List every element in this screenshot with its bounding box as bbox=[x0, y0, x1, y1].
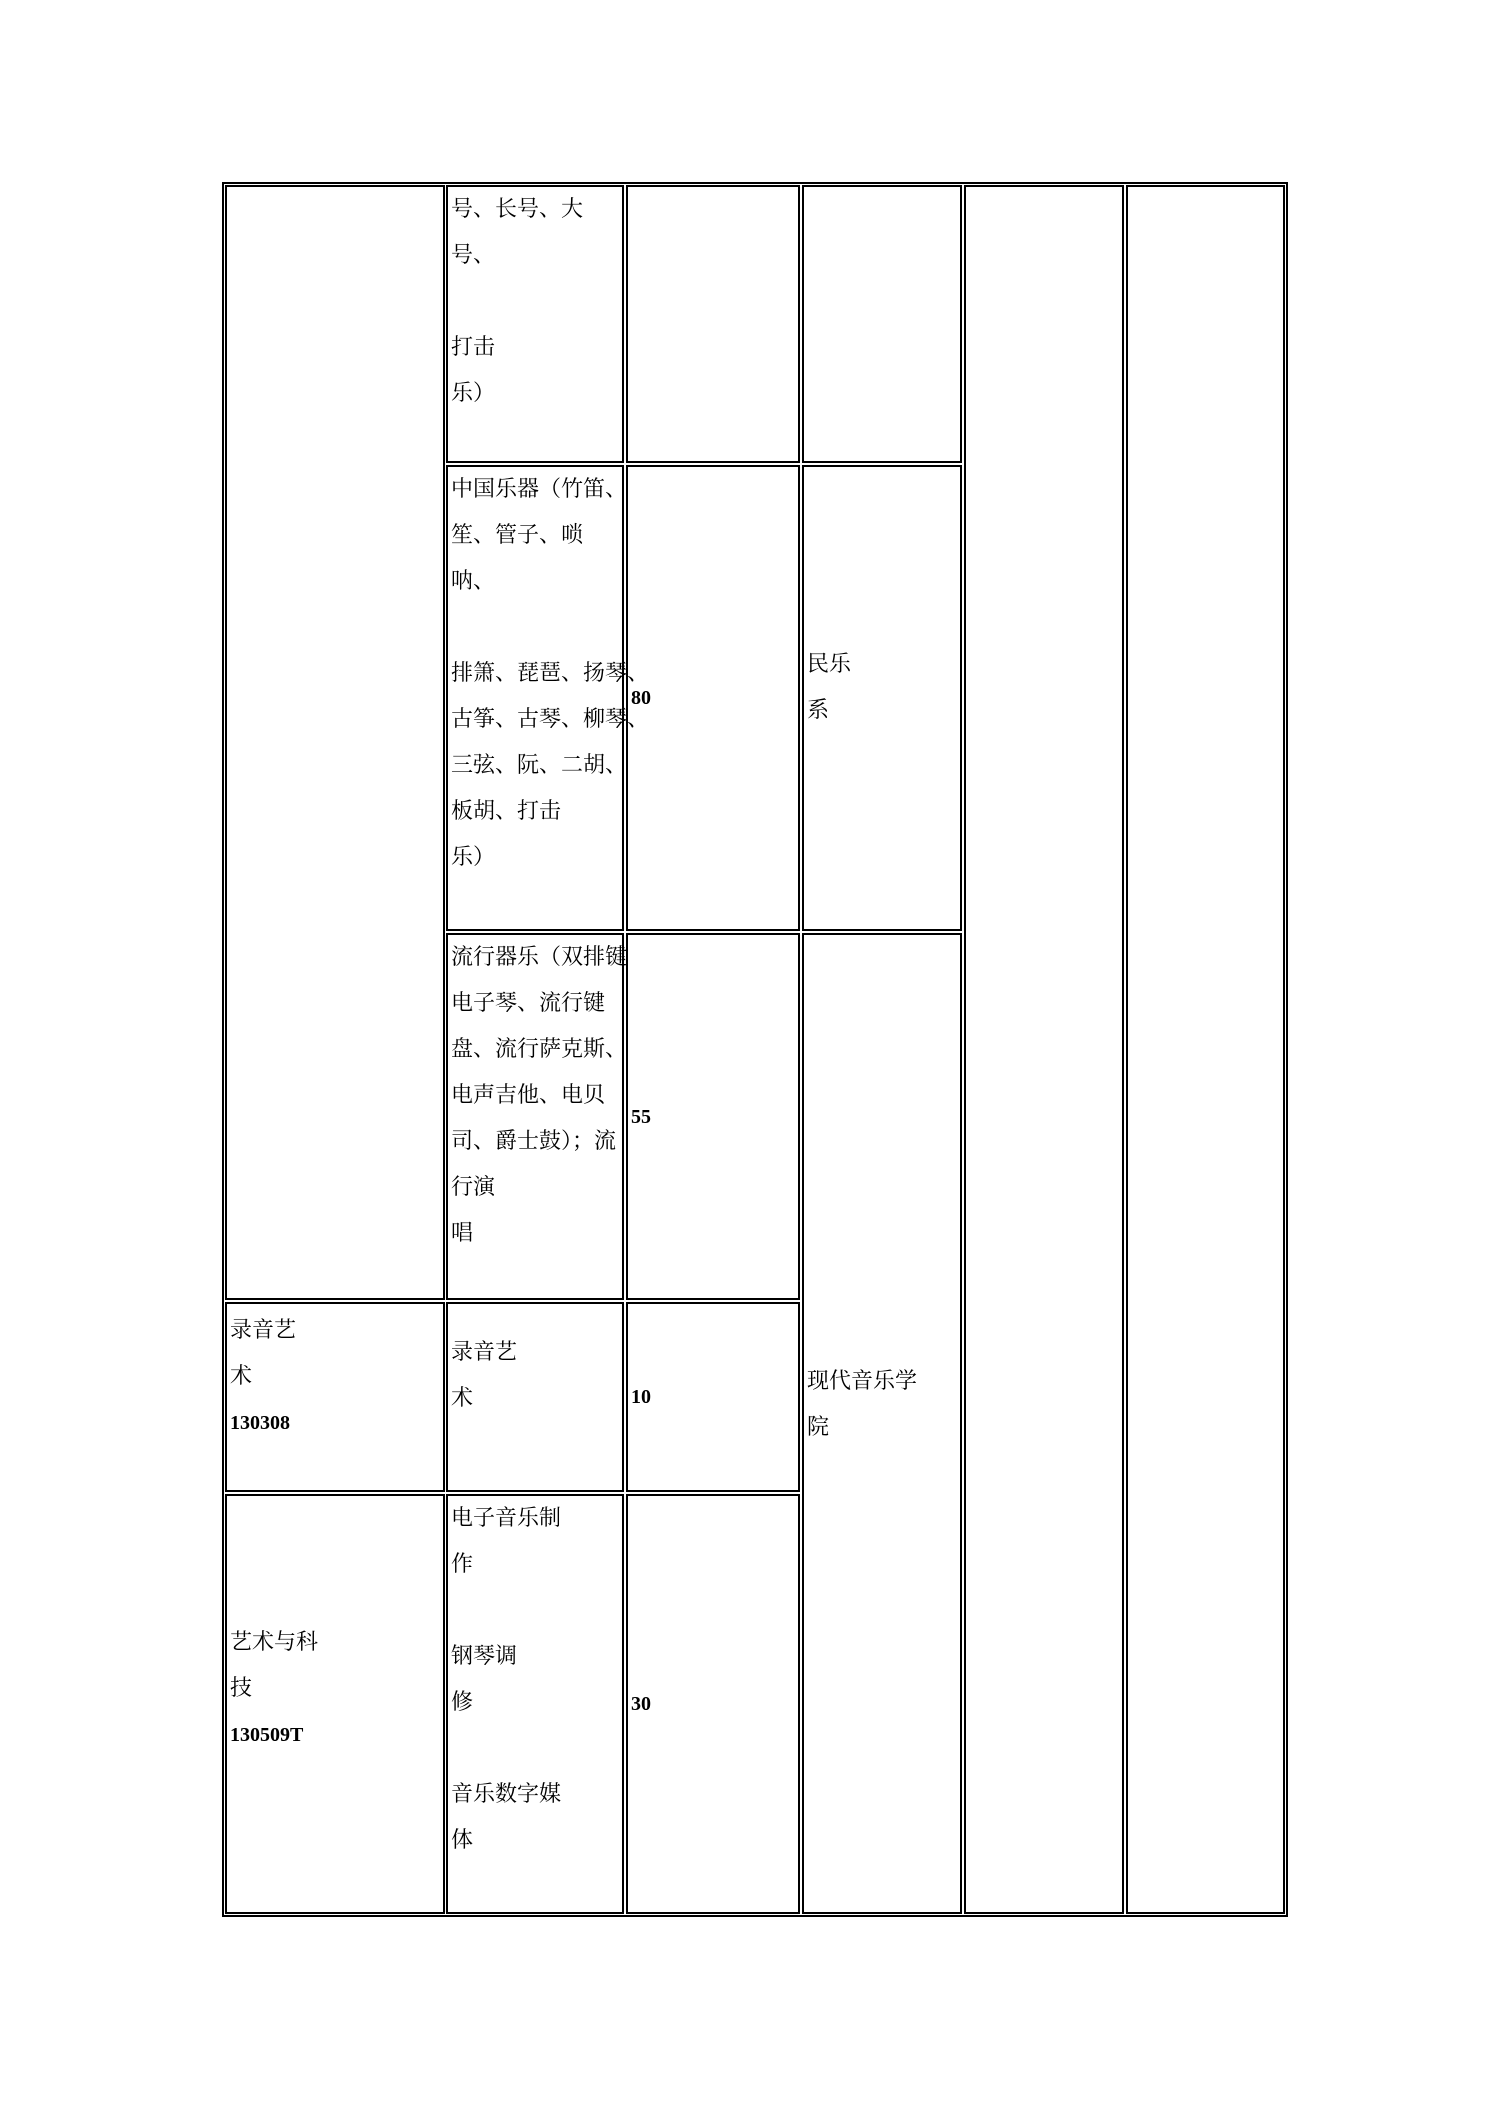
cell-line: 中国乐器（竹笛、 bbox=[451, 477, 628, 502]
cell-line: 音乐数字媒 bbox=[451, 1782, 562, 1807]
cell-line: 行演 bbox=[451, 1175, 496, 1200]
cell-line: 司、爵士鼓）；流 bbox=[451, 1129, 617, 1154]
quota-value: 10 bbox=[631, 1386, 651, 1408]
cell-line: 号、长号、大 bbox=[451, 197, 584, 222]
table-cell bbox=[225, 185, 445, 1300]
major-name-line: 艺术与科 bbox=[230, 1630, 319, 1655]
table-cell bbox=[626, 185, 800, 463]
major-name-line: 术 bbox=[230, 1364, 253, 1389]
major-name-line: 技 bbox=[230, 1676, 253, 1701]
cell-line: 三弦、阮、二胡、 bbox=[451, 753, 628, 778]
cell-line: 古筝、古琴、柳琴、 bbox=[451, 707, 650, 732]
cell-line: 盘、流行萨克斯、 bbox=[451, 1037, 628, 1062]
cell-line: 乐） bbox=[451, 381, 496, 406]
table-cell-dept-folk bbox=[802, 465, 962, 931]
table-cell bbox=[1126, 185, 1285, 1914]
cell-line: 呐、 bbox=[451, 569, 496, 594]
table-cell-instruments-brass bbox=[446, 185, 624, 463]
table-cell-instruments-pop bbox=[446, 933, 628, 1300]
major-name-line: 录音艺 bbox=[230, 1318, 297, 1343]
table-cell-dept-modern bbox=[802, 933, 962, 1914]
table-cell-direction-art-tech bbox=[446, 1494, 624, 1914]
cell-line: 录音艺 bbox=[451, 1340, 518, 1365]
cell-line: 唱 bbox=[451, 1221, 474, 1246]
table-cell-major-art-tech bbox=[225, 1494, 445, 1914]
table-cell-quota-recording bbox=[626, 1302, 800, 1492]
cell-line: 术 bbox=[451, 1386, 474, 1411]
cell-line: 笙、管子、唢 bbox=[451, 523, 584, 548]
quota-value: 80 bbox=[631, 687, 651, 709]
dept-name-line: 民乐 bbox=[807, 652, 852, 677]
cell-line: 排箫、琵琶、扬琴、 bbox=[451, 661, 650, 686]
cell-line: 电声吉他、电贝 bbox=[451, 1083, 606, 1108]
table-cell bbox=[964, 185, 1124, 1914]
cell-line: 电子琴、流行键 bbox=[451, 991, 606, 1016]
major-code: 130509T bbox=[230, 1724, 304, 1746]
cell-line bbox=[451, 1726, 622, 1772]
cell-line: 体 bbox=[451, 1828, 474, 1853]
cell-line: 电子音乐制 bbox=[451, 1506, 562, 1531]
table-cell bbox=[802, 185, 962, 463]
cell-line bbox=[451, 605, 622, 651]
cell-line: 打击 bbox=[451, 335, 496, 360]
cell-line: 板胡、打击 bbox=[451, 799, 562, 824]
quota-value: 30 bbox=[631, 1693, 651, 1715]
table-cell-direction-recording bbox=[446, 1302, 624, 1492]
cell-line: 作 bbox=[451, 1552, 474, 1577]
cell-line bbox=[451, 279, 622, 325]
cell-line: 钢琴调 bbox=[451, 1644, 518, 1669]
dept-name-line: 现代音乐学 bbox=[807, 1369, 918, 1394]
cell-line: 号、 bbox=[451, 243, 496, 268]
cell-line: 流行器乐（双排键 bbox=[451, 945, 628, 970]
table-cell-quota-chinese bbox=[626, 465, 800, 931]
cell-line: 修 bbox=[451, 1690, 474, 1715]
table-cell-quota-art-tech bbox=[626, 1494, 800, 1914]
dept-name-line: 系 bbox=[807, 698, 830, 723]
table-cell-major-recording-art bbox=[225, 1302, 445, 1492]
dept-name-line: 院 bbox=[807, 1415, 830, 1440]
table-cell-quota-pop bbox=[626, 933, 800, 1300]
cell-line bbox=[451, 1588, 622, 1634]
major-code: 130308 bbox=[230, 1412, 290, 1434]
cell-line: 乐） bbox=[451, 845, 496, 870]
quota-value: 55 bbox=[631, 1105, 651, 1128]
